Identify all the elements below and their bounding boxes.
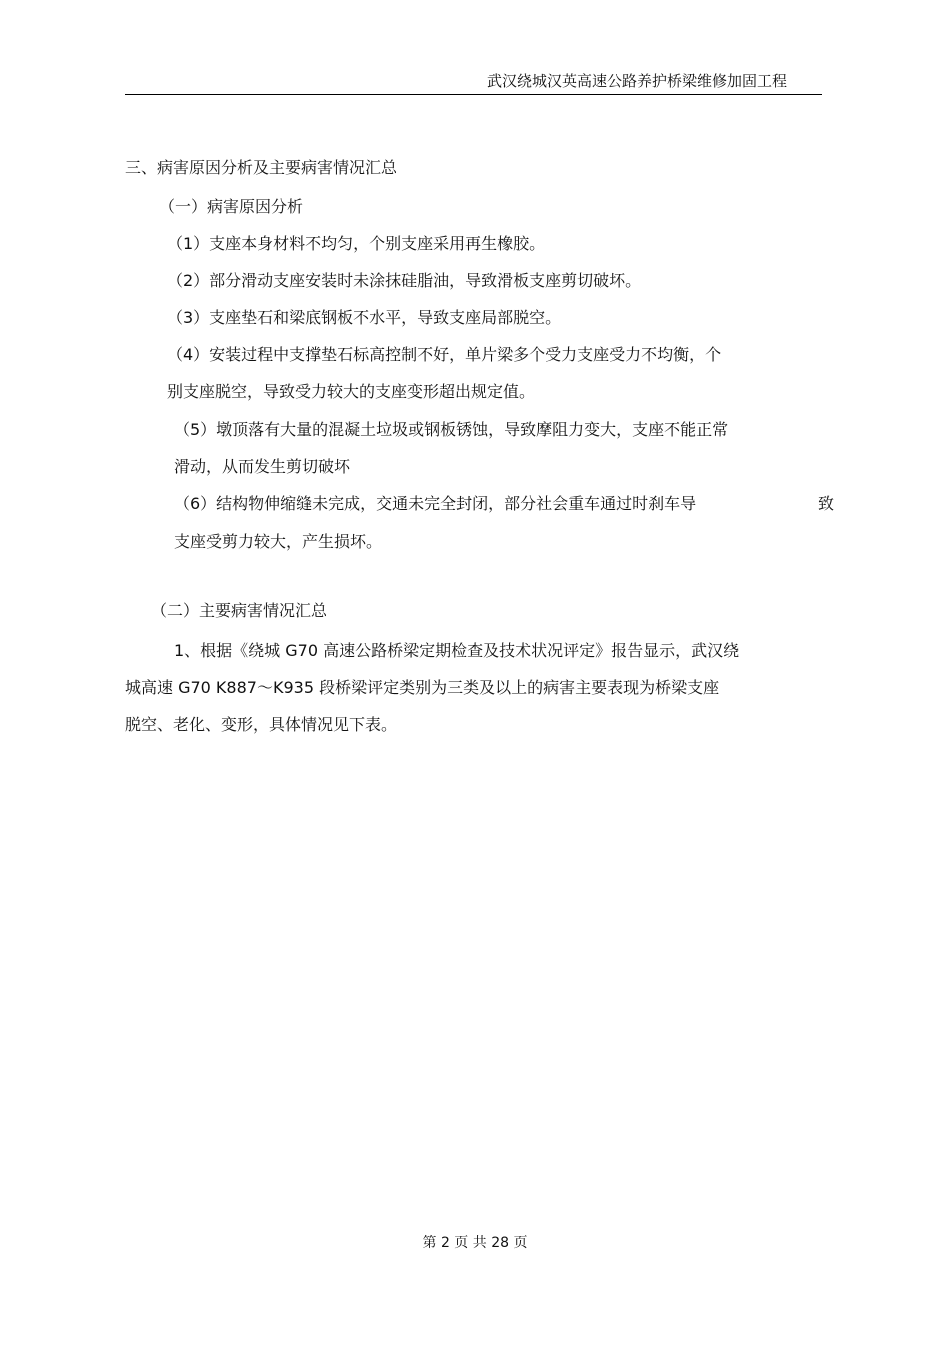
part1-heading: （一）病害原因分析	[159, 197, 304, 216]
cause-item-6-line-2: 支座受剪力较大，产生损坏。	[174, 532, 383, 551]
section-heading: 三、病害原因分析及主要病害情况汇总	[125, 158, 398, 177]
cause-item-3: （3）支座垫石和梁底钢板不水平，导致支座局部脱空。	[167, 308, 562, 327]
page-number: 第 2 页 共 28 页	[422, 1235, 528, 1251]
cause-item-5-line-2: 滑动，从而发生剪切破坏	[174, 457, 351, 476]
cause-item-5-line-1: （5）墩顶落有大量的混凝土垃圾或钢板锈蚀，导致摩阻力变大，支座不能正常	[174, 420, 729, 439]
cause-item-4-line-2: 别支座脱空，导致受力较大的支座变形超出规定值。	[167, 382, 536, 401]
cause-item-4-line-1: （4）安装过程中支撑垫石标高控制不好，单片梁多个受力支座受力不均衡，个	[167, 345, 722, 364]
header-rule	[125, 94, 822, 95]
summary-paragraph-line-3: 脱空、老化、变形，具体情况见下表。	[125, 715, 398, 734]
running-header-title: 武汉绕城汉英高速公路养护桥梁维修加固工程	[487, 72, 788, 90]
cause-item-6-line-1: （6）结构物伸缩缝未完成，交通未完全封闭，部分社会重车通过时刹车导	[174, 494, 697, 513]
cause-item-6-line-1-tail: 致	[818, 494, 835, 513]
cause-item-2: （2）部分滑动支座安装时未涂抹硅脂油，导致滑板支座剪切破坏。	[167, 271, 642, 290]
cause-item-1: （1）支座本身材料不均匀，个别支座采用再生橡胶。	[167, 234, 546, 253]
part2-heading: （二）主要病害情况汇总	[151, 601, 328, 620]
summary-paragraph-line-1: 1、根据《绕城 G70 高速公路桥梁定期检查及技术状况评定》报告显示，武汉绕	[174, 641, 740, 660]
summary-paragraph-line-2: 城高速 G70 K887～K935 段桥梁评定类别为三类及以上的病害主要表现为桥梁支座	[125, 678, 720, 697]
